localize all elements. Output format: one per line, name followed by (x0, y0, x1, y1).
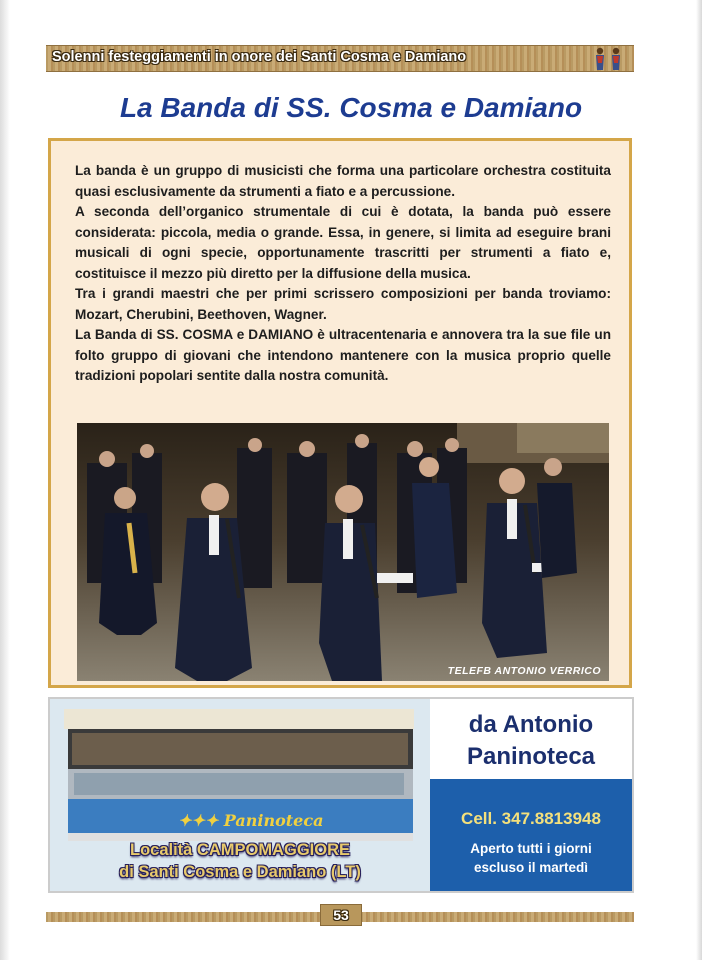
header-title: Solenni festeggiamenti in onore dei Santi Cosma e Damiano (52, 49, 467, 65)
band-photo-image (77, 423, 609, 681)
photo-credit: TELEFB ANTONIO VERRICO (447, 665, 601, 677)
page-number-box (320, 904, 362, 926)
ad-hours-line1: Aperto tutti i giorni (470, 841, 592, 856)
paragraph-1: La banda è un gruppo di musicisti che forma una particolare orchestra costituita quasi esclusivamente da strumenti a fiato e a percussione. (75, 163, 611, 199)
paragraph-2: A seconda dell’organico strumentale di cui è dotata, la banda può essere considerata: piccola, media o grande. Essa, in genere, si limita ad eseguire brani musicali di ogni specie, opportunamente trascritti per strumenti a fiato e, costituisce il mezzo più diretto per la diffusione della musica. (75, 204, 611, 281)
ad-info-panel (430, 699, 632, 891)
ad-photo (50, 699, 430, 891)
page-edge-shadow (0, 0, 10, 960)
saints-figures-icon (590, 46, 626, 77)
paragraph-3: Tra i grandi maestri che per primi scrissero composizioni per banda troviamo: Mozart, Cherubini, Beethoven, Wagner. (75, 286, 611, 322)
article-frame (48, 138, 632, 688)
ad-hours-line2: escluso il martedì (473, 860, 589, 875)
ad-name-line1: da Antonio (468, 711, 594, 738)
paragraph-4: La Banda di SS. COSMA e DAMIANO è ultracentenaria e annovera tra la sue file un folto gruppo di giovani che intendono mantenere con la musica proprio quelle tradizioni popolari sentite dalla nostra comunità. (75, 327, 611, 383)
page-edge-shadow-right (696, 0, 702, 960)
ad-phone: Cell. 347.8813948 (461, 809, 601, 828)
header-bar (46, 45, 634, 72)
page-number: 53 (333, 907, 349, 923)
ad-location-line2: di Santi Cosma e Damiano (LT) (119, 863, 361, 881)
ad-sign-text: ✦✦✦ Paninoteca (178, 811, 324, 830)
paninoteca-advertisement (48, 697, 634, 893)
ad-location-line1: Località CAMPOMAGGIORE (129, 841, 351, 859)
article-body (75, 161, 611, 387)
page-title: La Banda di SS. Cosma e Damiano (119, 92, 583, 123)
band-photo (77, 423, 609, 681)
ad-name-line2: Paninoteca (466, 743, 596, 770)
